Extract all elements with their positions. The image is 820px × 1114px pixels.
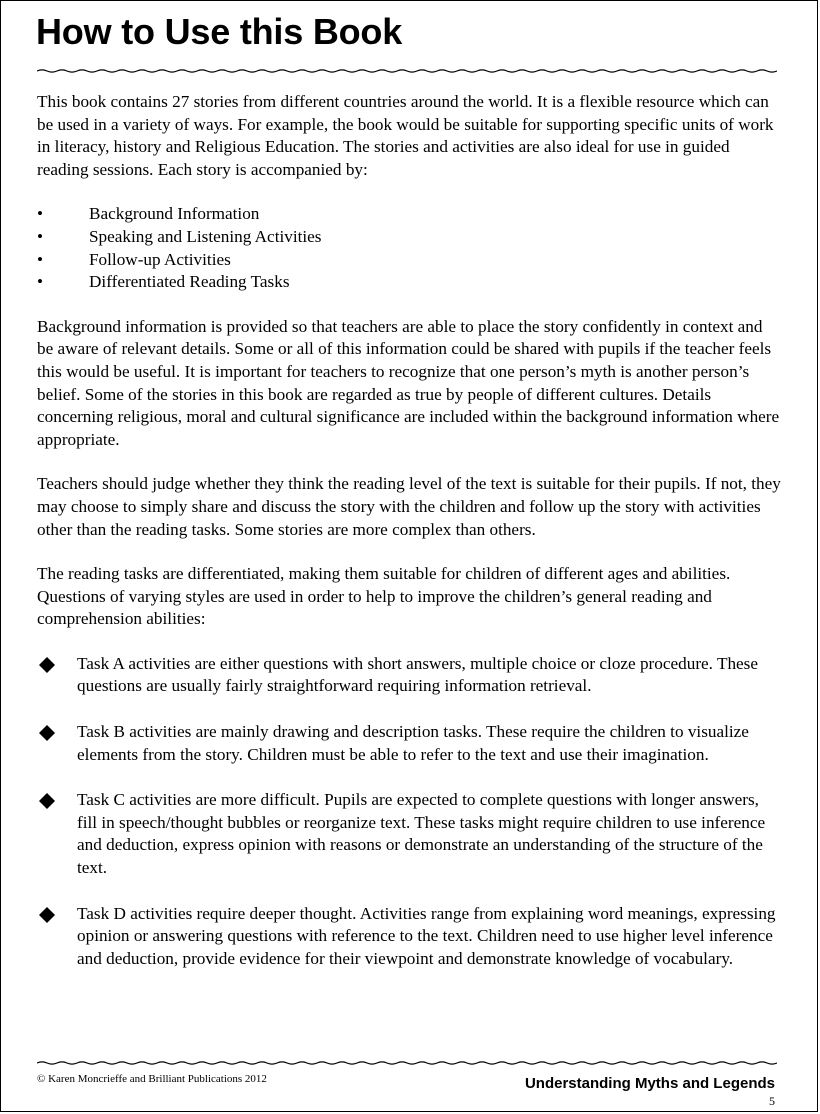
intro-paragraph: This book contains 27 stories from different countries around the world. It is a flexible resource which can be used in a variety of ways. For example, the book would be suitable for supporting specific units of work in literacy, history and Religious Education. The stories and activities are also ideal for use in guided reading sessions. Each story is accompanied by:: [37, 92, 774, 179]
page-title: How to Use this Book: [36, 11, 403, 52]
list-item: • Background Information: [37, 203, 782, 226]
book-title: Understanding Myths and Legends: [524, 1075, 775, 1092]
bullet-icon: •: [37, 204, 44, 224]
page-number: 5: [769, 1094, 775, 1108]
list-item: • Differentiated Reading Tasks: [37, 271, 782, 294]
diamond-bullet-icon: [39, 907, 55, 923]
list-item: • Follow-up Activities: [37, 249, 782, 272]
page-content: [37, 91, 782, 993]
diamond-bullet-icon: [39, 793, 55, 809]
teachers-paragraph: Teachers should judge whether they think the reading level of the text is suitable for their pupils. If not, they may choose to simply share and discuss the story with the children and follow up the story with activities other than the reading tasks. Some stories are more complex than others.: [37, 474, 781, 539]
tasks-intro-paragraph: The reading tasks are differentiated, making them suitable for children of different ages and abilities. Questions of varying styles are used in order to help to improve the children’s general reading and comprehension abilities:: [37, 564, 731, 629]
top-wavy-divider: [37, 67, 777, 75]
background-paragraph: Background information is provided so that teachers are able to place the story confidently in context and be aware of relevant details. Some or all of this information could be shared with pupils if the teacher feels this would be useful. It is important for teachers to recognize that one person’s myth is another person’s belief. Some of the stories in this book are regarded as true by people of different cultures. Details concerning religious, moral and cultural significance are included within the background information where appropriate.: [37, 316, 780, 449]
accompaniment-list: [37, 203, 782, 293]
bottom-wavy-divider: [37, 1059, 777, 1067]
bullet-icon: •: [37, 226, 44, 246]
task-d-item: Task D activities require deeper thought. Activities range from explaining word meanings, expressing opinion or answering questions with reference to the text. Children need to use higher level inference and deduction, provide evidence for their viewpoint and demonstrate knowledge of vocabulary.: [37, 903, 782, 971]
task-a-item: Task A activities are either questions with short answers, multiple choice or cloze procedure. These questions are usually fairly straightforward requiring information retrieval.: [37, 653, 782, 698]
list-item: • Speaking and Listening Activities: [37, 226, 782, 249]
diamond-bullet-icon: [39, 725, 55, 741]
diamond-bullet-icon: [39, 657, 55, 673]
task-c-item: Task C activities are more difficult. Pupils are expected to complete questions with longer answers, fill in speech/thought bubbles or reorganize text. These tasks might require children to use inference and deduction, express opinion with reasons or demonstrate an understanding of the structure of the text.: [37, 789, 782, 879]
copyright-notice: © Karen Moncrieffe and Brilliant Publications 2012: [37, 1073, 267, 1085]
task-list: [37, 653, 782, 971]
task-b-item: Task B activities are mainly drawing and description tasks. These require the children to visualize elements from the story. Children must be able to refer to the text and use their imagination.: [37, 721, 782, 766]
bullet-icon: •: [37, 272, 44, 292]
bullet-icon: •: [37, 249, 44, 269]
